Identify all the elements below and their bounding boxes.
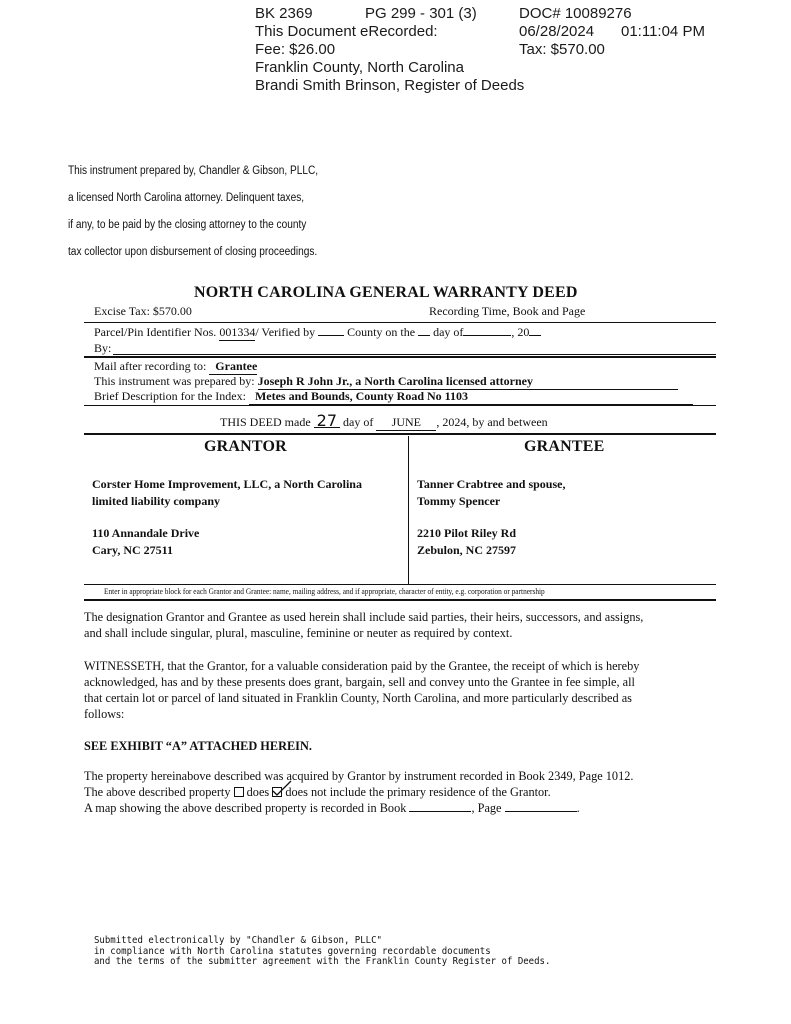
deed-title: NORTH CAROLINA GENERAL WARRANTY DEED	[194, 284, 578, 301]
preparer-line: if any, to be paid by the closing attorney to the county	[68, 219, 307, 231]
does-label: does	[246, 785, 270, 799]
tax: Tax: $570.00	[519, 41, 605, 58]
brief-label: Brief Description for the Index:	[94, 389, 246, 403]
rule	[84, 599, 716, 601]
grantor-address: 110 Annandale Drive	[92, 526, 200, 540]
map-book-blank	[409, 811, 471, 812]
designation-line: The designation Grantor and Grantee as used herein shall include said parties, their heirs, successors, and assigns,	[84, 610, 644, 624]
made-day-of: day of	[343, 415, 374, 429]
grantee-name: Tanner Crabtree and spouse,	[417, 477, 566, 491]
erecorded-label: This Document eRecorded:	[255, 23, 438, 40]
county-on-label: County on the	[347, 325, 416, 339]
grantor-name: Corster Home Improvement, LLC, a North Carolina	[92, 477, 362, 491]
verified-by-blank	[318, 335, 344, 336]
footer-line: Submitted electronically by "Chandler & Gibson, PLLC"	[94, 935, 382, 946]
rule	[84, 322, 716, 323]
map-page-label: , Page	[471, 801, 502, 815]
footer-line: and the terms of the submitter agreement with the Franklin County Register of Deeds.	[94, 956, 551, 967]
acquired-line: The property hereinabove described was acquired by Grantor by instrument recorded in Book 2349, Page 1012.	[84, 769, 634, 783]
grantee-address: Zebulon, NC 27597	[417, 543, 517, 557]
excise-tax: Excise Tax: $570.00	[94, 304, 192, 318]
mail-value: Grantee	[209, 359, 257, 375]
grantee-heading: GRANTEE	[524, 438, 605, 455]
grantor-heading: GRANTOR	[204, 438, 287, 455]
does-not-checkbox[interactable]	[272, 787, 282, 797]
parcel-number: 001334	[219, 325, 256, 339]
parcel-line	[94, 325, 541, 341]
rule	[84, 405, 716, 406]
year-blank	[529, 335, 541, 336]
page-range: PG 299 - 301 (3)	[365, 5, 477, 22]
residence-line	[84, 784, 551, 800]
verified-by-label: / Verified by	[255, 325, 316, 339]
designation-paragraph	[84, 609, 724, 641]
submission-footer	[94, 936, 550, 968]
grantor-block	[92, 477, 404, 558]
witnesseth-paragraph	[84, 658, 724, 722]
recorded-date: 06/28/2024	[519, 23, 595, 40]
recording-label: Recording Time, Book and Page	[429, 304, 586, 318]
exhibit-reference: SEE EXHIBIT “A” ATTACHED HEREIN.	[84, 739, 312, 753]
grantee-name: Tommy Spencer	[417, 494, 501, 508]
year-label: , 20	[511, 325, 530, 339]
footer-line: in compliance with North Carolina statutes governing recordable documents	[94, 945, 491, 957]
designation-line: and shall include singular, plural, masculine, feminine or neuter as required by context.	[84, 626, 513, 640]
preparer-line: tax collector upon disbursement of closing proceedings.	[68, 246, 318, 258]
day-blank	[418, 335, 430, 336]
recording-stamp	[255, 5, 725, 97]
witnesseth-line: WITNESSETH, that the Grantor, for a valuable consideration paid by the Grantee, the receipt of which is hereby	[84, 659, 640, 673]
rule	[84, 584, 716, 585]
witnesseth-line: that certain lot or parcel of land situated in Franklin County, North Carolina, and more particularly described as	[84, 691, 632, 705]
checkmark-icon	[271, 780, 293, 796]
made-suffix: , 2024, by and between	[436, 415, 548, 429]
recorded-time: 01:11:04 PM	[621, 23, 705, 40]
brief-line	[94, 389, 693, 405]
preparer-line: This instrument prepared by, Chandler & Gibson, PLLC,	[68, 165, 319, 177]
rule	[84, 356, 716, 358]
deed-made-line	[220, 411, 548, 431]
grantor-name: limited liability company	[92, 494, 221, 508]
prepared-value: Joseph R John Jr., a North Carolina licensed attorney	[258, 374, 678, 390]
fee: Fee: $26.00	[255, 41, 336, 58]
preparer-line: a licensed North Carolina attorney. Delinquent taxes,	[68, 192, 305, 204]
rule	[84, 433, 716, 435]
mail-line	[94, 359, 257, 375]
prepared-line	[94, 374, 678, 390]
made-month: JUNE	[376, 415, 436, 431]
block-note: Enter in appropriate block for each Grantor and Grantee: name, mailing address, and if appropriate, character of entity, e.g. corporation or partnership	[104, 587, 545, 596]
made-day: 27	[314, 414, 340, 428]
prepared-label: This instrument was prepared by:	[94, 374, 255, 388]
does-not-label: does not include the primary residence of the Grantor.	[285, 785, 551, 799]
map-line	[84, 800, 580, 816]
residence-label: The above described property	[84, 785, 231, 799]
brief-value: Metes and Bounds, County Road No 1103	[249, 389, 693, 405]
grantee-address: 2210 Pilot Riley Rd	[417, 526, 516, 540]
party-divider	[408, 436, 409, 584]
register-of-deeds: Brandi Smith Brinson, Register of Deeds	[255, 77, 525, 94]
grantee-block	[417, 477, 707, 558]
map-label: A map showing the above described property is recorded in Book	[84, 801, 407, 815]
day-of-label: day of	[433, 325, 464, 339]
witnesseth-line: acknowledged, has and by these presents does grant, bargain, sell and convey unto the Grantee in fee simple, all	[84, 675, 635, 689]
made-prefix: THIS DEED made	[220, 415, 311, 429]
county: Franklin County, North Carolina	[255, 59, 464, 76]
parcel-label: Parcel/Pin Identifier Nos.	[94, 325, 217, 339]
map-page-blank	[505, 811, 577, 812]
does-checkbox[interactable]	[234, 787, 244, 797]
grantor-address: Cary, NC 27511	[92, 543, 173, 557]
doc-number: DOC# 10089276	[519, 5, 632, 22]
by-rule	[113, 354, 716, 355]
witnesseth-line: follows:	[84, 707, 125, 721]
month-blank	[463, 335, 511, 336]
by-label: By:	[94, 341, 112, 355]
mail-label: Mail after recording to:	[94, 359, 207, 373]
book-number: BK 2369	[255, 5, 313, 22]
map-end: .	[576, 801, 580, 815]
